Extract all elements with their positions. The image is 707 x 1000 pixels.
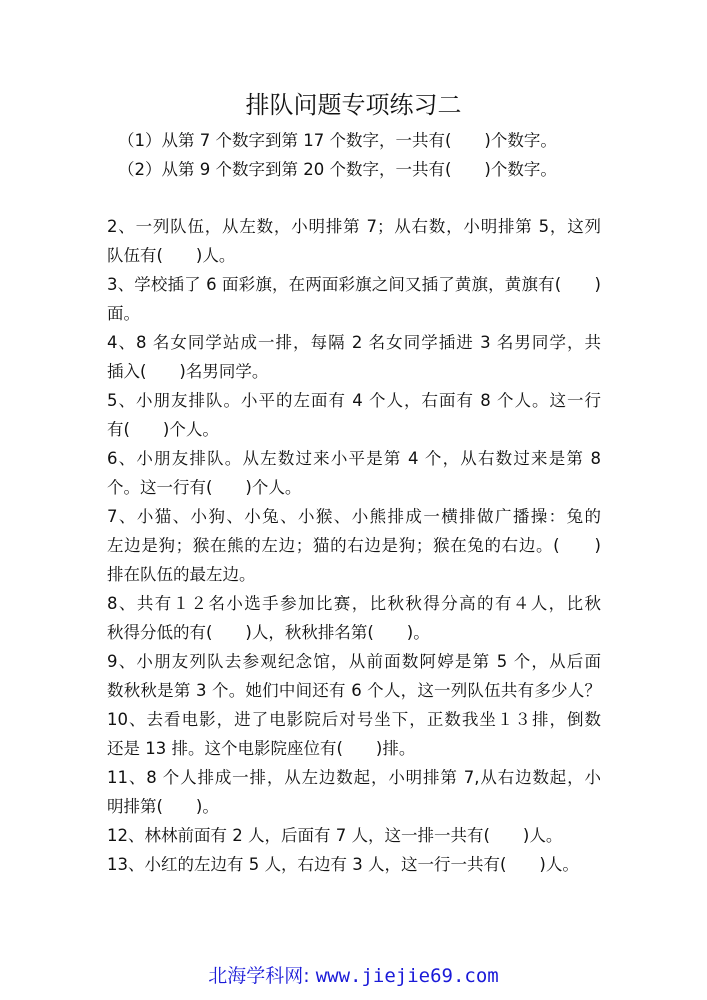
question-11-line-2: 明排第( )。 <box>107 797 219 816</box>
question-4-line-1: 4、8 名女同学站成一排，每隔 2 名女同学插进 3 名男同学，共 <box>107 333 601 352</box>
sub-question-1: （1）从第 7 个数字到第 17 个数字，一共有( )个数字。 <box>118 131 557 150</box>
page-title: 排队问题专项练习二 <box>245 91 462 119</box>
question-9-line-2: 数秋秋是第 3 个。她们中间还有 6 个人，这一列队伍共有多少人？ <box>107 681 601 700</box>
question-2-line-2: 队伍有( )人。 <box>107 246 236 265</box>
question-7-line-2: 左边是狗；猴在熊的左边；猫的右边是狗；猴在兔的右边。( ) <box>107 536 601 555</box>
question-7-line-1: 7、小猫、小狗、小兔、小猴、小熊排成一横排做广播操：兔的 <box>107 507 601 526</box>
question-3-line-2: 面。 <box>107 304 140 323</box>
question-7-line-3: 排在队伍的最左边。 <box>107 565 256 584</box>
question-2-line-1: 2、一列队伍，从左数，小明排第 7；从右数，小明排第 5，这列 <box>107 217 601 236</box>
question-6-line-1: 6、小朋友排队。从左数过来小平是第 4 个，从右数过来是第 8 <box>107 449 601 468</box>
question-6-line-2: 个。这一行有( )个人。 <box>107 478 302 497</box>
sub-question-2: （2）从第 9 个数字到第 20 个数字，一共有( )个数字。 <box>118 160 557 179</box>
question-10-line-2: 还是 13 排。这个电影院座位有( )排。 <box>107 739 416 758</box>
question-10-line-1: 10、去看电影，进了电影院后对号坐下，正数我坐１３排，倒数 <box>107 710 601 729</box>
question-12-line-1: 12、林林前面有 2 人，后面有 7 人，这一排一共有( )人。 <box>107 826 563 845</box>
question-8-line-1: 8、共有１２名小选手参加比赛，比秋秋得分高的有４人，比秋 <box>107 594 601 613</box>
question-3-line-1: 3、学校插了 6 面彩旗，在两面彩旗之间又插了黄旗，黄旗有( ) <box>107 275 601 294</box>
footer-url-link[interactable]: www.jiejie69.com <box>315 965 499 987</box>
sub-question-list <box>118 126 557 184</box>
footer-label: 北海学科网: <box>208 965 316 987</box>
question-list <box>107 212 601 879</box>
question-13-line-1: 13、小红的左边有 5 人，右边有 3 人，这一行一共有( )人。 <box>107 855 579 874</box>
question-5-line-2: 有( )个人。 <box>107 420 219 439</box>
question-5-line-1: 5、小朋友排队。小平的左面有 4 个人，右面有 8 个人。这一行 <box>107 391 601 410</box>
question-9-line-1: 9、小朋友列队去参观纪念馆，从前面数阿婷是第 5 个，从后面 <box>107 652 601 671</box>
footer-watermark <box>0 962 707 990</box>
question-4-line-2: 插入( )名男同学。 <box>107 362 269 381</box>
question-8-line-2: 秋得分低的有( )人，秋秋排名第( )。 <box>107 623 430 642</box>
question-11-line-1: 11、8 个人排成一排，从左边数起，小明排第 7,从右边数起，小 <box>107 768 601 787</box>
